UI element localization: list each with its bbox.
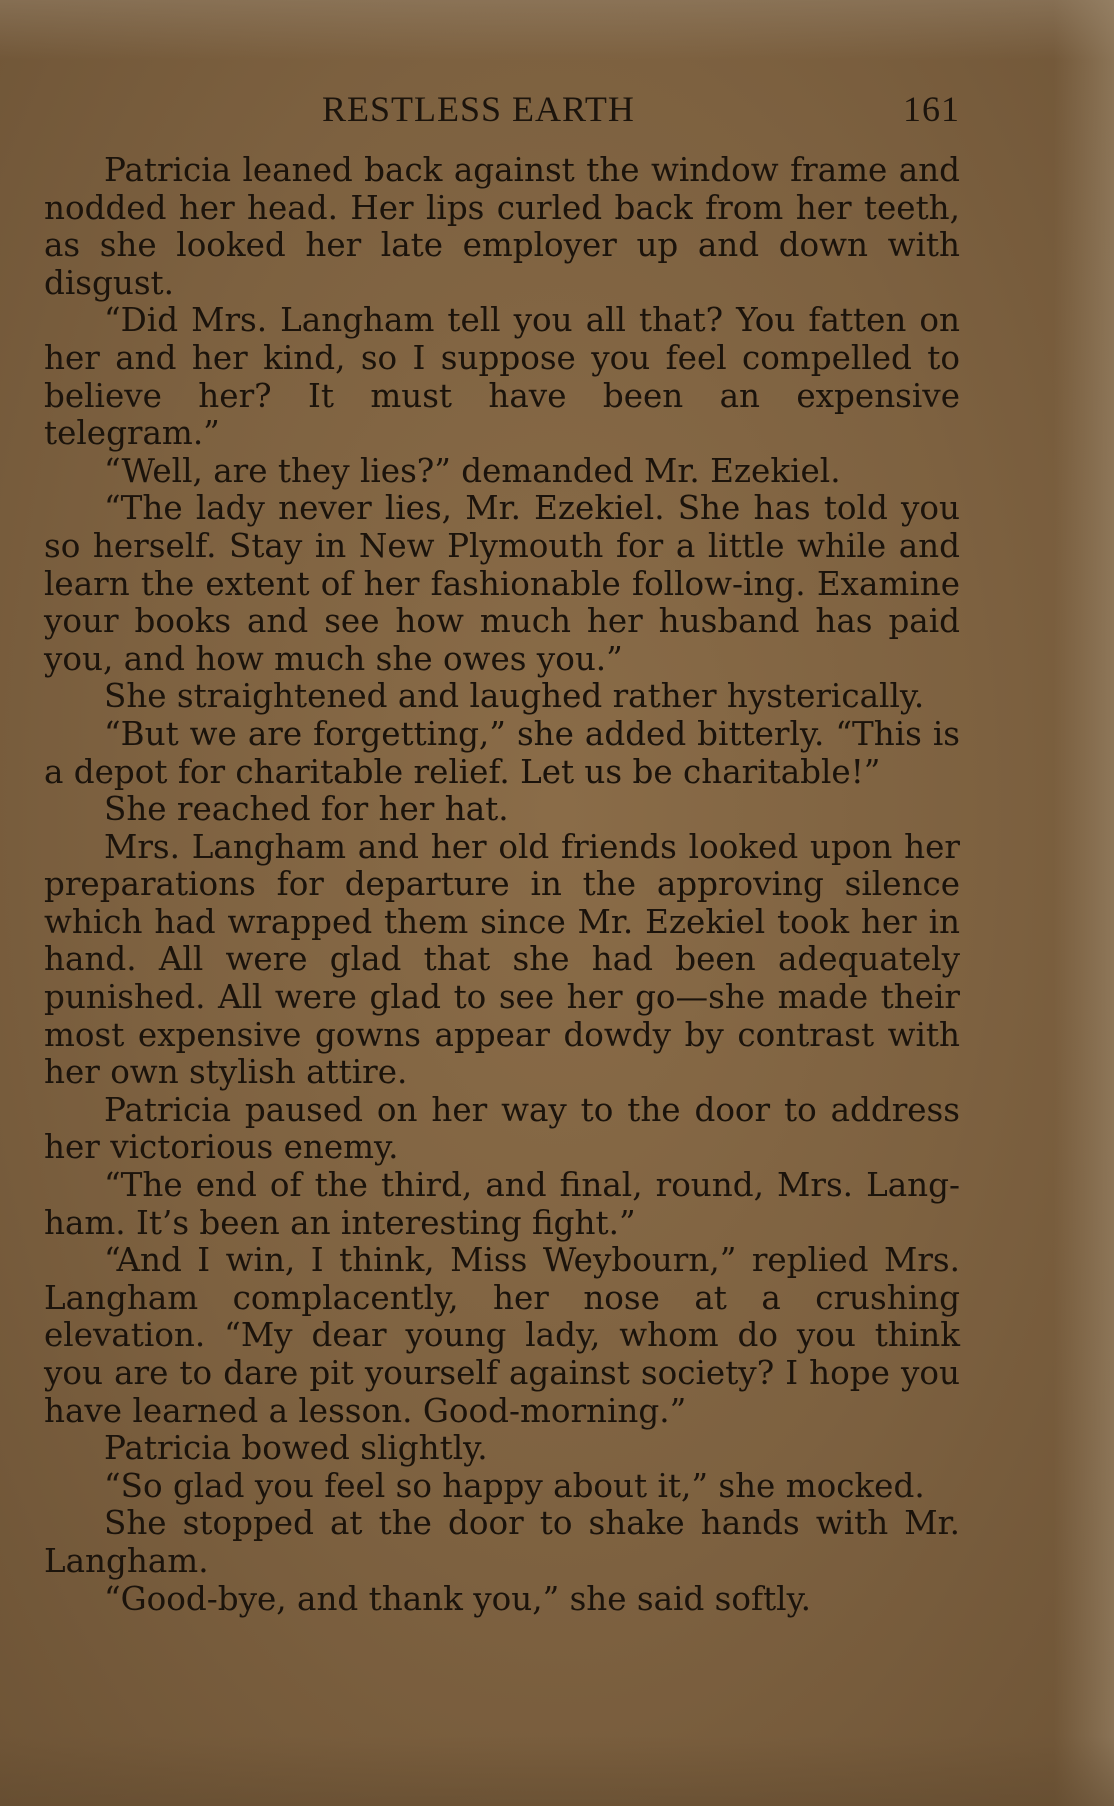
paragraph: “Did Mrs. Langham tell you all that? You fatten on her and her kind, so I suppose you feel compelled to believe her? It must have been an expensive telegram.” — [44, 301, 960, 453]
paragraph: “The lady never lies, Mr. Ezekiel. She has told you so herself. Stay in New Plymouth for a little while and learn the extent of her fashionable follow-ing. Examine your books and see how much her husband has paid you, and how much she owes you.” — [44, 489, 960, 678]
paragraph: Patricia leaned back against the window frame and nodded her head. Her lips curled back from her teeth, as she looked her late employer up and down with disgust. — [44, 151, 960, 302]
page-edge-shading-bottom — [0, 1736, 1114, 1806]
body-text — [44, 152, 960, 1618]
page-edge-shading-right — [1054, 0, 1114, 1806]
running-title: RESTLESS EARTH — [322, 89, 635, 129]
paragraph: Patricia paused on her way to the door to address her victorious enemy. — [44, 1090, 960, 1167]
page-header — [46, 88, 960, 132]
page-edge-shading-top — [0, 0, 1114, 60]
paragraph: “The end of the third, and final, round, Mrs. Lang-ham. It’s been an interesting fight.” — [44, 1166, 960, 1242]
page-number: 161 — [903, 89, 960, 129]
paragraph: “But we are forgetting,” she added bitterly. “This is a depot for charitable relief. Let us be charitable!” — [44, 714, 960, 791]
paragraph: She reached for her hat. — [104, 790, 509, 829]
paragraph: She stopped at the door to shake hands with Mr. Langham. — [44, 1504, 960, 1580]
paragraph: “So glad you feel so happy about it,” she mocked. — [104, 1466, 925, 1505]
paragraph: “And I win, I think, Miss Weybourn,” replied Mrs. Langham complacently, her nose at a crushing elevation. “My dear young lady, whom do you think you are to dare pit yourself against society? I hope you have learned a lesson. Good-morning.” — [44, 1241, 960, 1430]
paragraph: Mrs. Langham and her old friends looked upon her preparations for departure in the approving silence which had wrapped them since Mr. Ezekiel took her in hand. All were glad that she had been adequately punished. All were glad to see her go—she made their most expensive gowns appear dowdy by contrast with her own stylish attire. — [44, 827, 960, 1092]
paragraph: She straightened and laughed rather hysterically. — [104, 677, 925, 716]
paragraph: Patricia bowed slightly. — [104, 1429, 488, 1468]
paragraph: “Well, are they lies?” demanded Mr. Ezekiel. — [104, 451, 841, 490]
paragraph: “Good-bye, and thank you,” she said softly. — [104, 1579, 812, 1618]
